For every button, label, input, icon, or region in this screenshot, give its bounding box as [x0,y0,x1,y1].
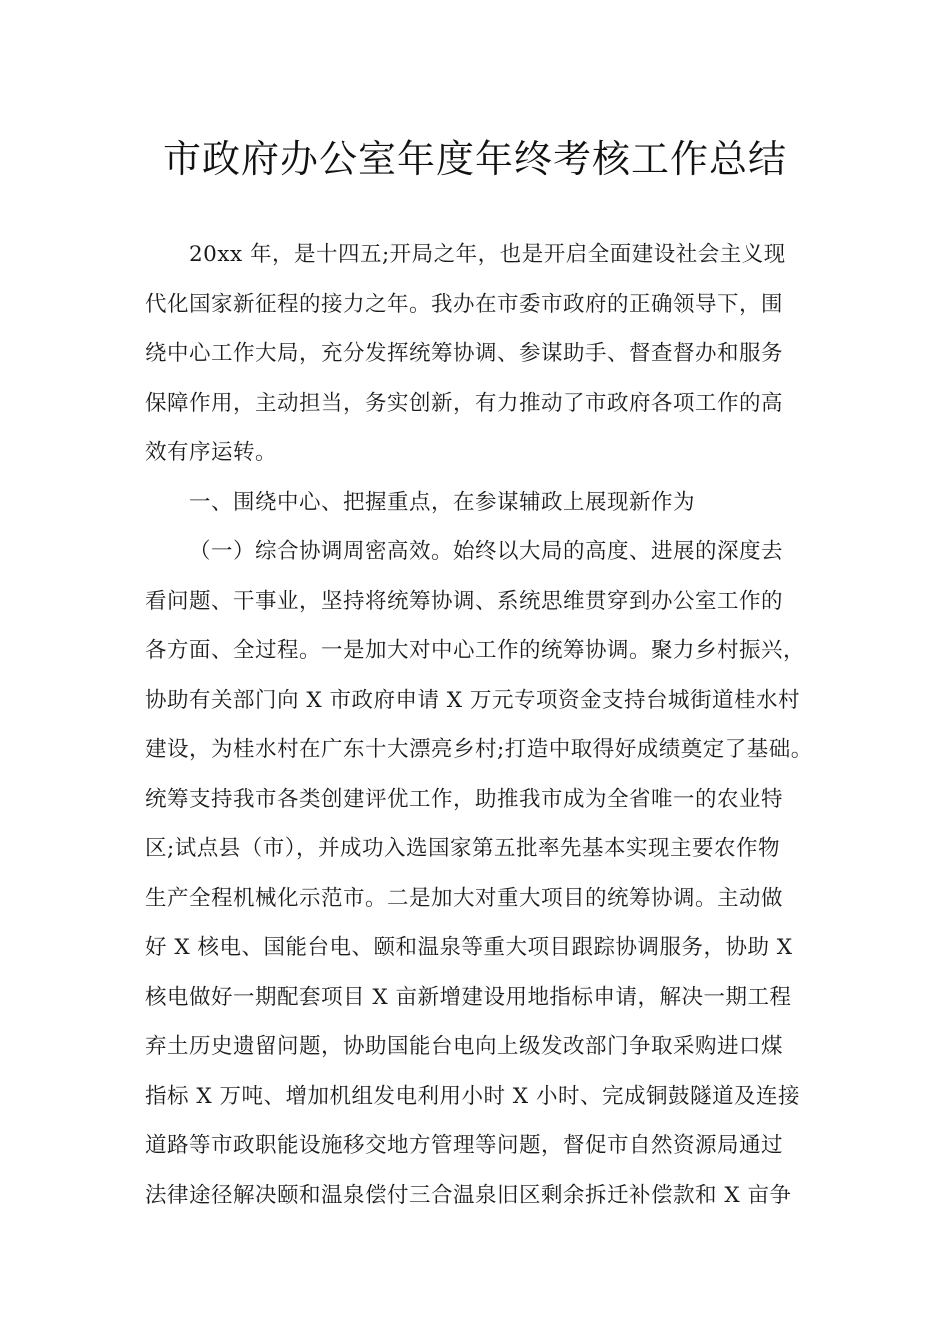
paragraph-line: 20xx 年，是十四五;开局之年，也是开启全面建设社会主义现 [189,242,786,267]
paragraph-line: 代化国家新征程的接力之年。我办在市委市政府的正确领导下，围 [145,291,784,317]
paragraph-line: （一）综合协调周密高效。始终以大局的高度、进展的深度去 [189,539,784,564]
paragraph-line: 各方面、全过程。一是加大对中心工作的统筹协调。聚力乡村振兴， [145,638,806,663]
paragraph-line: 统筹支持我市各类创建评优工作，助推我市成为全省唯一的农业特 [145,786,784,812]
section-heading: 一、围绕中心、把握重点，在参谋辅政上展现新作为 [189,489,696,515]
paragraph-line: 建设，为桂水村在广东十大漂亮乡村;打造中取得好成绩奠定了基础。 [145,737,813,762]
paragraph-line: 道路等市政职能设施移交地方管理等问题，督促市自然资源局通过 [145,1133,784,1158]
paragraph-line: 弃土历史遗留问题，协助国能台电向上级发改部门争取采购进口煤 [145,1034,784,1059]
paragraph-line: 好 X 核电、国能台电、颐和温泉等重大项目跟踪协调服务，协助 X [145,935,793,960]
paragraph-line: 效有序运转。 [145,440,278,465]
document-body [145,230,825,1220]
paragraph-line: 绕中心工作大局，充分发挥统筹协调、参谋助手、督查督办和服务 [145,341,784,366]
paragraph-line: 保障作用，主动担当，务实创新，有力推动了市政府各项工作的高 [145,390,784,416]
paragraph-line: 指标 X 万吨、增加机组发电利用小时 X 小时、完成铜鼓隧道及连接 [145,1083,800,1109]
document-title: 市政府办公室年度年终考核工作总结 [162,137,787,181]
paragraph-line: 区;试点县（市），并成功入选国家第五批率先基本实现主要农作物 [145,836,780,861]
paragraph-line: 生产全程机械化示范市。二是加大对重大项目的统筹协调。主动做 [145,885,784,911]
paragraph-line: 法律途径解决颐和温泉偿付三合温泉旧区剩余拆迁补偿款和 X 亩争 [145,1182,792,1208]
paragraph-line: 协助有关部门向 X 市政府申请 X 万元专项资金支持台城街道桂水村 [145,687,800,713]
paragraph-line: 看问题、干事业，坚持将统筹协调、系统思维贯穿到办公室工作的 [145,588,784,614]
paragraph-line: 核电做好一期配套项目 X 亩新增建设用地指标申请，解决一期工程 [145,984,792,1010]
